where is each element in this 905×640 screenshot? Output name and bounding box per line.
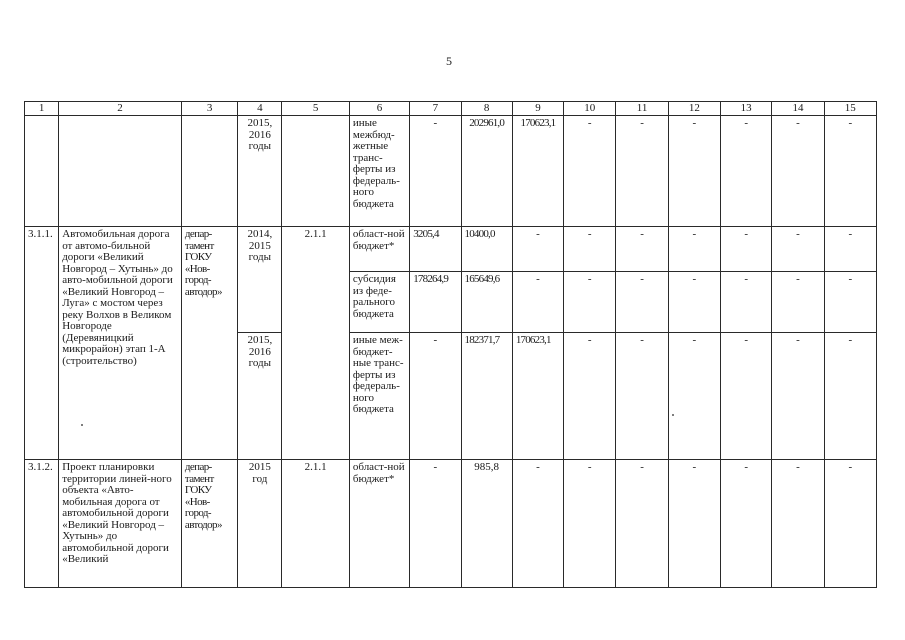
- header-cell: 15: [824, 102, 876, 116]
- value-cell: -: [616, 460, 668, 588]
- value-cell: -: [721, 272, 772, 333]
- value-cell: -: [564, 116, 616, 227]
- indicator-cell: 2.1.1: [282, 227, 349, 460]
- value-cell: -: [564, 460, 616, 588]
- header-cell: 10: [564, 102, 616, 116]
- value-cell: -: [772, 227, 824, 272]
- funding-source: субсидия из феде-рального бюджета: [349, 272, 409, 333]
- executor: депар-тамент ГОКУ «Нов-город-автодор»: [181, 227, 237, 460]
- header-cell: 6: [349, 102, 409, 116]
- value-cell: -: [824, 333, 876, 460]
- value-cell: -: [772, 116, 824, 227]
- value-cell: -: [721, 227, 772, 272]
- funding-source: област-ной бюджет*: [349, 227, 409, 272]
- row-number: 3.1.2.: [25, 460, 59, 588]
- value-cell: -: [824, 116, 876, 227]
- measure-name: Автомобильная дорога от автомо-бильной дороги «Великий Новгород – Хутынь» до авто-мобильной дороги «Великий Новгород – Луга» с мостом через реку Волхов в Великом Новгороде (Деревяницкий микрорайон) этап 1-А (строительство): [59, 227, 182, 460]
- value-cell: -: [616, 116, 668, 227]
- value-cell: -: [824, 460, 876, 588]
- table-row: [25, 460, 877, 588]
- header-cell: 5: [282, 102, 349, 116]
- years-cell: 2014, 2015 годы: [238, 227, 282, 333]
- cell-empty: [59, 116, 182, 227]
- funding-source: иные меж-бюджет-ные транс-ферты из федераль-ного бюджета: [349, 333, 409, 460]
- value-cell: -: [616, 333, 668, 460]
- scan-speck: [672, 414, 674, 416]
- header-cell: 2: [59, 102, 182, 116]
- value-cell: -: [772, 333, 824, 460]
- funding-source: област-ной бюджет*: [349, 460, 409, 588]
- value-cell: -: [616, 227, 668, 272]
- executor: депар-тамент ГОКУ «Нов-город-автодор»: [181, 460, 237, 588]
- value-cell: -: [824, 272, 876, 333]
- value-cell: -: [512, 460, 563, 588]
- table-row: [25, 227, 877, 272]
- years-cell: 2015 год: [238, 460, 282, 588]
- measure-name: Проект планировки территории линей-ного объекта «Авто-мобильная дорога от автомобильной дороги «Великий Новгород – Хутынь» до автомобильной дороги «Великий: [59, 460, 182, 588]
- header-cell: 9: [512, 102, 563, 116]
- header-cell: 7: [410, 102, 461, 116]
- value-cell: 170623,1: [512, 116, 563, 227]
- table-row: [25, 116, 877, 227]
- row-number: 3.1.1.: [25, 227, 59, 460]
- value-cell: 3205,4: [410, 227, 461, 272]
- header-cell: 12: [668, 102, 720, 116]
- header-cell: 14: [772, 102, 824, 116]
- header-cell: 1: [25, 102, 59, 116]
- value-cell: -: [772, 272, 824, 333]
- header-cell: 3: [181, 102, 237, 116]
- value-cell: -: [668, 116, 720, 227]
- value-cell: -: [721, 116, 772, 227]
- value-cell: 985,8: [461, 460, 512, 588]
- value-cell: -: [564, 333, 616, 460]
- value-cell: -: [512, 227, 563, 272]
- value-cell: -: [772, 460, 824, 588]
- cell-empty: [282, 116, 349, 227]
- scan-speck: [81, 424, 83, 426]
- header-cell: 8: [461, 102, 512, 116]
- value-cell: -: [824, 227, 876, 272]
- value-cell: 178264,9: [410, 272, 461, 333]
- value-cell: -: [721, 460, 772, 588]
- funding-source: иные межбюд-жетные транс-ферты из федераль-ного бюджета: [349, 116, 409, 227]
- value-cell: -: [512, 272, 563, 333]
- header-row: [25, 102, 877, 116]
- header-cell: 4: [238, 102, 282, 116]
- page-number: 5: [446, 54, 452, 68]
- cell-empty: [181, 116, 237, 227]
- value-cell: -: [668, 333, 720, 460]
- value-cell: 202961,0: [461, 116, 512, 227]
- value-cell: -: [668, 272, 720, 333]
- value-cell: -: [410, 116, 461, 227]
- program-table: [24, 101, 877, 588]
- value-cell: -: [564, 227, 616, 272]
- value-cell: 170623,1: [512, 333, 563, 460]
- cell-empty: [25, 116, 59, 227]
- value-cell: -: [668, 227, 720, 272]
- value-cell: -: [616, 272, 668, 333]
- header-cell: 13: [721, 102, 772, 116]
- indicator-cell: 2.1.1: [282, 460, 349, 588]
- value-cell: 165649,6: [461, 272, 512, 333]
- value-cell: -: [668, 460, 720, 588]
- value-cell: -: [721, 333, 772, 460]
- value-cell: 10400,0: [461, 227, 512, 272]
- years-cell: 2015, 2016 годы: [238, 116, 282, 227]
- value-cell: -: [410, 460, 461, 588]
- value-cell: -: [564, 272, 616, 333]
- years-cell: 2015, 2016 годы: [238, 333, 282, 460]
- header-cell: 11: [616, 102, 668, 116]
- value-cell: -: [410, 333, 461, 460]
- value-cell: 182371,7: [461, 333, 512, 460]
